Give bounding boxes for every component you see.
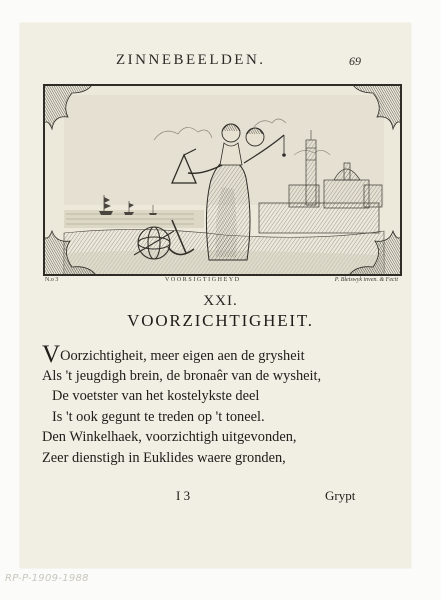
object-id-label: RP-P-1909-1988 (5, 573, 89, 584)
plate-title: VOORSIGTIGHEYD (165, 277, 241, 283)
poem-text (42, 341, 402, 469)
plate-caption (43, 277, 400, 287)
plate-number: N.o 3 (45, 277, 59, 283)
chapter-title: VOORZICHTIGHEIT. (127, 311, 314, 330)
engraver-credit: P. Bleiswyk inven. & Fecit (334, 277, 398, 283)
poem-line: De voetster van het kostelykste deel (52, 388, 260, 405)
engraving-plate (43, 84, 402, 276)
poem-line: Den Winkelhaek, voorzichtigh uitgevonden, (42, 429, 297, 446)
poem-line-text: Oorzichtigheit, meer eigen aen de grysheit (60, 348, 305, 364)
engraving-illustration (44, 85, 401, 275)
drop-cap: V (42, 341, 61, 368)
signature-mark: I 3 (176, 488, 191, 503)
catchword: Grypt (325, 488, 356, 503)
chapter-number: XXI. (203, 293, 238, 309)
running-title: ZINNEBEELDEN. (116, 52, 266, 68)
poem-line: Is 't ook gegunt te treden op 't toneel. (52, 408, 265, 425)
poem-line (42, 341, 402, 368)
running-head (0, 50, 441, 70)
page-number: 69 (349, 54, 361, 68)
poem-line: Zeer dienstigh in Euklides waere gronden, (42, 449, 286, 466)
poem-line: Als 't jeugdigh brein, de bronaêr van de wysheit, (42, 367, 322, 384)
